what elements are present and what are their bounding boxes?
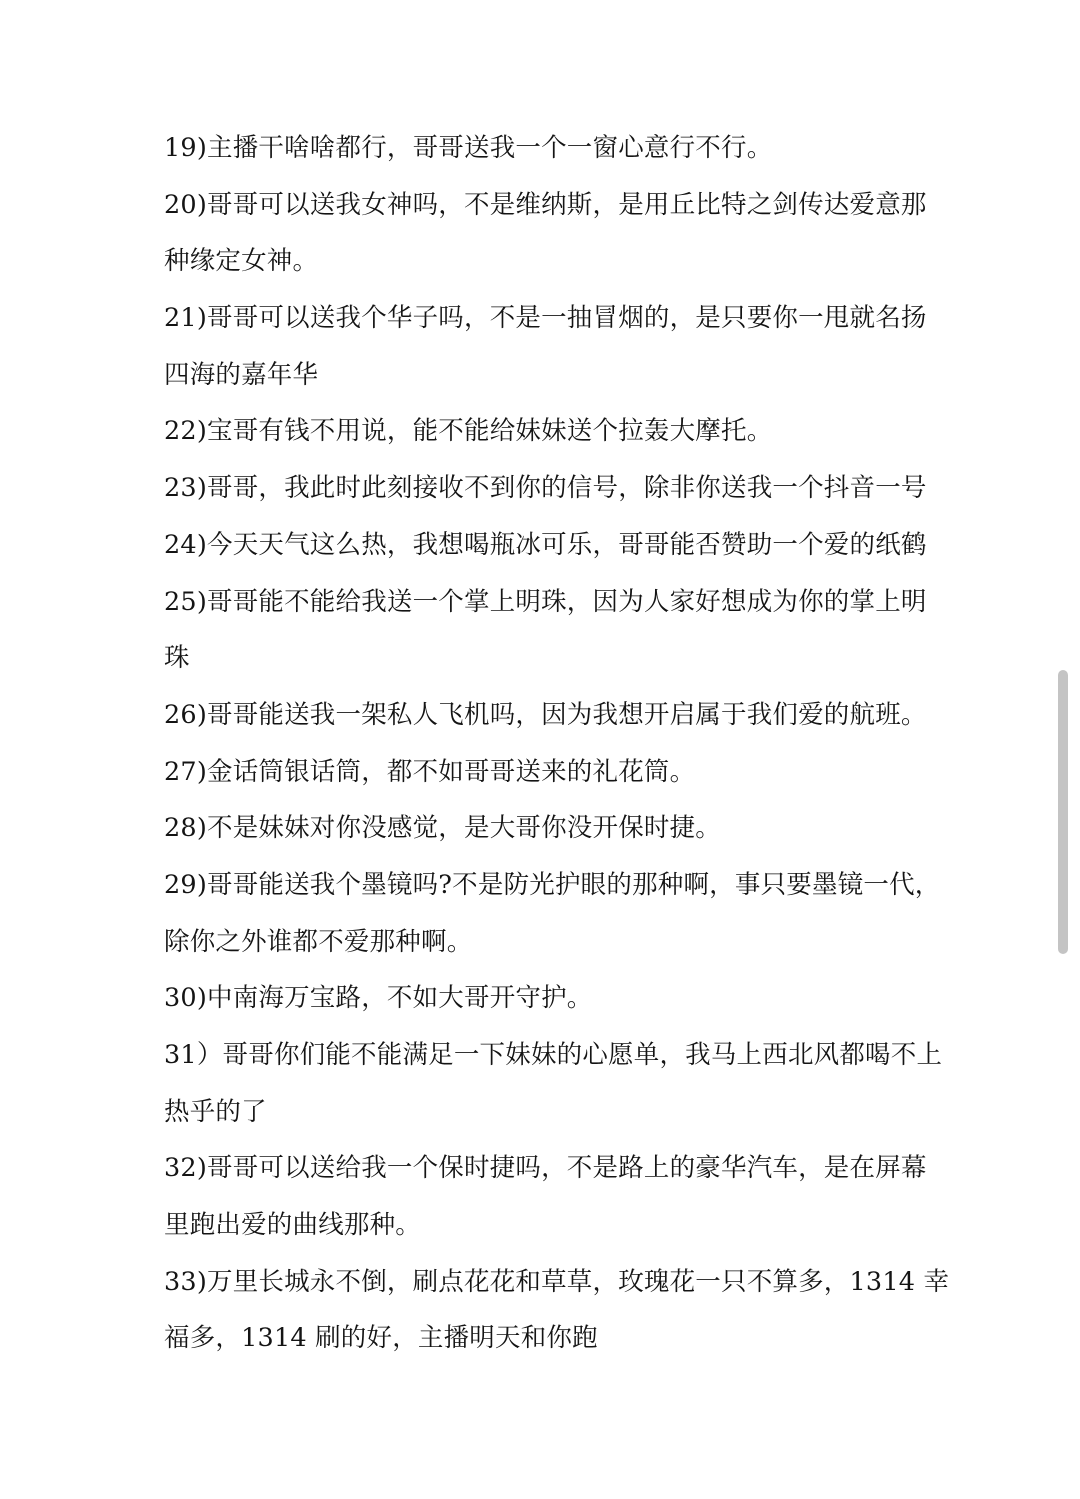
text-line: 19)主播干啥啥都行，哥哥送我一个一窗心意行不行。 bbox=[164, 133, 773, 163]
text-line: 32)哥哥可以送给我一个保时捷吗，不是路上的豪华汽车，是在屏幕 bbox=[164, 1153, 927, 1184]
text-line: 24)今天天气这么热，我想喝瓶冰可乐，哥哥能否赞助一个爱的纸鹤 bbox=[164, 529, 927, 560]
text-line: 福多，1314 刷的好，主播明天和你跑 bbox=[164, 1323, 598, 1354]
scrollbar-thumb[interactable] bbox=[1058, 670, 1068, 954]
text-line: 除你之外谁都不爱那种啊。 bbox=[164, 926, 473, 957]
text-line: 四海的嘉年华 bbox=[164, 359, 319, 390]
text-line: 20)哥哥可以送我女神吗，不是维纳斯，是用丘比特之剑传达爱意那 bbox=[164, 189, 927, 220]
text-line: 28)不是妹妹对你没感觉，是大哥你没开保时捷。 bbox=[164, 813, 721, 844]
text-line: 种缘定女神。 bbox=[164, 246, 319, 277]
text-line: 25)哥哥能不能给我送一个掌上明珠，因为人家好想成为你的掌上明 bbox=[164, 586, 927, 617]
text-line: 23)哥哥，我此时此刻接收不到你的信号，除非你送我一个抖音一号 bbox=[164, 473, 927, 504]
text-line: 热乎的了 bbox=[164, 1096, 267, 1127]
text-line: 26)哥哥能送我一架私人飞机吗，因为我想开启属于我们爱的航班。 bbox=[164, 699, 927, 730]
text-line: 21)哥哥可以送我个华子吗，不是一抽冒烟的，是只要你一甩就名扬 bbox=[164, 303, 927, 334]
text-line: 27)金话筒银话筒，都不如哥哥送来的礼花筒。 bbox=[164, 756, 696, 787]
text-line: 珠 bbox=[164, 643, 190, 674]
document-body bbox=[164, 120, 950, 1367]
text-line: 33)万里长城永不倒，刷点花花和草草，玫瑰花一只不算多，1314 幸 bbox=[164, 1266, 950, 1297]
text-line: 里跑出爱的曲线那种。 bbox=[164, 1210, 422, 1241]
text-line: 22)宝哥有钱不用说，能不能给妹妹送个拉轰大摩托。 bbox=[164, 416, 773, 447]
text-line: 30)中南海万宝路，不如大哥开守护。 bbox=[164, 983, 593, 1014]
text-line: 29)哥哥能送我个墨镜吗?不是防光护眼的那种啊，事只要墨镜一代， bbox=[164, 869, 941, 900]
text-line: 31）哥哥你们能不能满足一下妹妹的心愿单，我马上西北风都喝不上 bbox=[164, 1040, 943, 1070]
